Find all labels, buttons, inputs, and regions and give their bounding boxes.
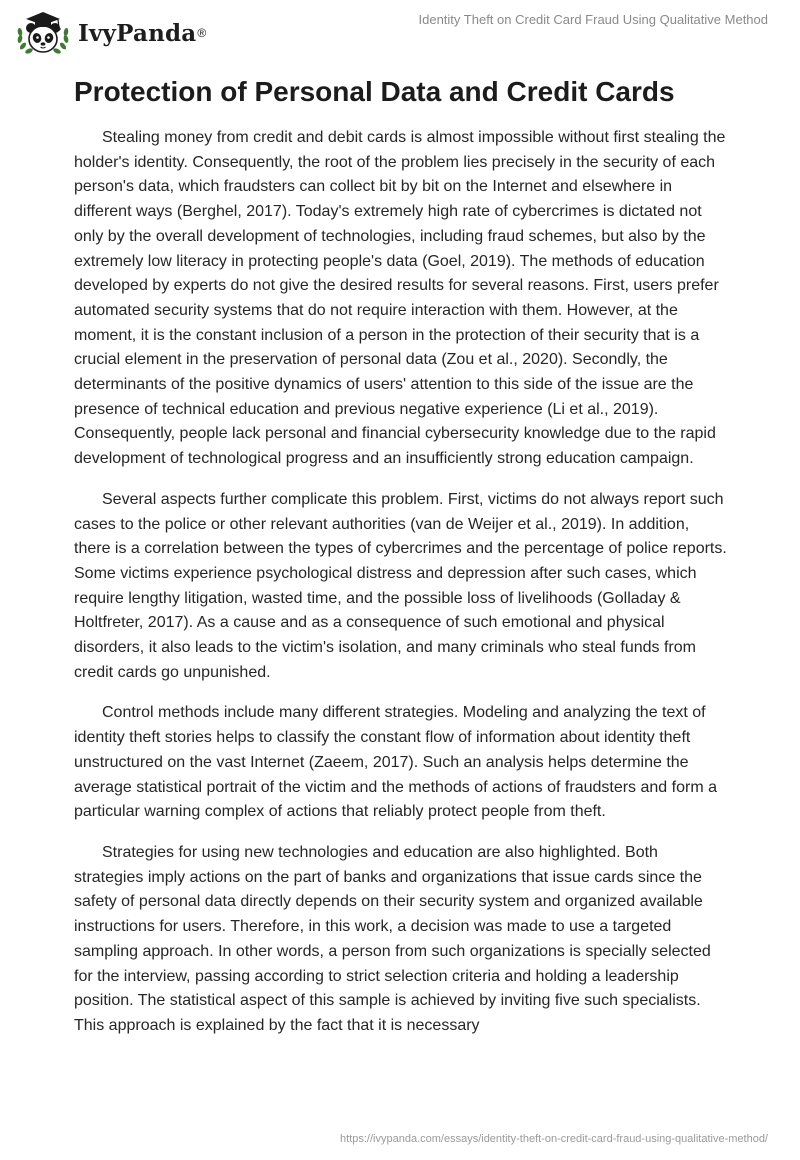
page-title: Protection of Personal Data and Credit Cards xyxy=(74,76,675,107)
document-title: Identity Theft on Credit Card Fraud Using Qualitative Method xyxy=(418,12,768,27)
paragraph-3: Control methods include many different strategies. Modeling and analyzing the text of identity theft stories helps to classify the constant flow of information about identity theft unstructured on the vast Internet (Zaeem, 2017). Such an analysis helps determine the average statistical portrait of the victim and the methods of actions of fraudsters and form a particular warning complex of actions that reliably protect people from theft. xyxy=(74,704,717,821)
paragraph-1: Stealing money from credit and debit cards is almost impossible without first stealing the holder's identity. Consequently, the root of the problem lies precisely in the security of each person's data, which fraudsters can collect bit by bit on the Internet and elsewhere in different ways (Berghel, 2017). Today's extremely high rate of cybercrimes is dictated not only by the overall development of technologies, including fraud schemes, but also by the extremely low literacy in protecting people's data (Goel, 2019). The methods of education developed by experts do not give the desired results for several reasons. First, users prefer automated security systems that do not require interaction with them. However, at the moment, it is the constant inclusion of a person in the protection of their security that is a crucial element in the preservation of personal data (Zou et al., 2020). Secondly, the determinants of the positive dynamics of users' attention to this side of the issue are the presence of technical education and previous negative experience (Li et al., 2019). Consequently, people lack personal and financial cybersecurity knowledge due to the rapid development of technological progress and an insufficiently strong education campaign. xyxy=(74,129,726,468)
paragraph-4: Strategies for using new technologies and education are also highlighted. Both strategies imply actions on the part of banks and organizations that issue cards since the safety of personal data directly depends on their security system and organized available instructions for users. Therefore, in this work, a decision was made to use a targeted sampling approach. In other words, a person from such organizations is specially selected for the interview, passing according to strict selection criteria and holding a leadership position. The statistical aspect of this sample is achieved by inviting five such specialists. This approach is explained by the fact that it is necessary xyxy=(74,843,711,1034)
ivypanda-logo[interactable] xyxy=(14,8,206,58)
panda-graduate-icon xyxy=(14,8,72,58)
essay-content xyxy=(74,72,730,1055)
registered-mark: ® xyxy=(197,26,207,40)
paragraph-2: Several aspects further complicate this problem. First, victims do not always report such cases to the police or other relevant authorities (van de Weijer et al., 2019). In addition, there is a correlation between the types of cybercrimes and the percentage of police reports. Some victims experience psychological distress and depression after such cases, which require lengthy litigation, wasted time, and the possible loss of livelihoods (Golladay & Holtfreter, 2017). As a cause and as a consequence of such emotional and physical disorders, it also leads to the victim's isolation, and many criminals who steal funds from credit cards go unpunished. xyxy=(74,490,727,681)
brand-name: IvyPanda xyxy=(78,19,197,47)
page-header xyxy=(0,0,800,64)
source-url[interactable]: https://ivypanda.com/essays/identity-theft-on-credit-card-fraud-using-qualitative-method/ xyxy=(340,1133,768,1145)
